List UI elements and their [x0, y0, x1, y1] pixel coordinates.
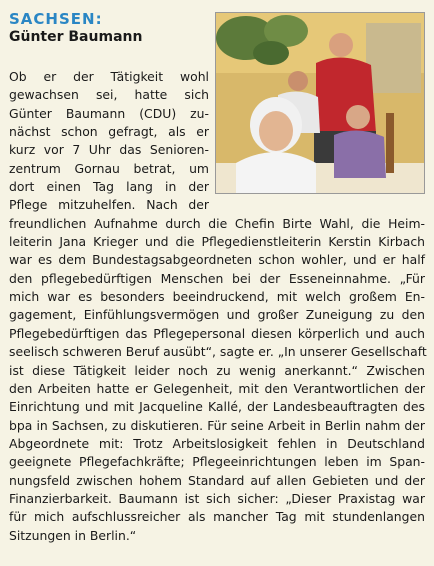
body-line: Finanzierbarkeit. Baumann ist sich sicher: „Dieser Praxistag war [9, 490, 425, 506]
body-line: gewachsen sei, hatte sich [9, 87, 209, 103]
body-line: den pflegebedürftigen Menschen bei der Esseneinnahme. „Für [9, 270, 425, 286]
body-line: gagement, Einfühlungsvermögen und großer Zuneigung zu den [9, 307, 425, 323]
body-line: Ob er der Tätigkeit wohl [9, 69, 209, 84]
body-line: Einrichtung und mit Jacqueline Kallé, der Landesbeauftragten des [9, 399, 425, 415]
body-line: den Arbeiten hatte er Gelegenheit, mit den Verantwortlichen der [9, 380, 425, 396]
body-line: Abgeordnete mit: Trotz Arbeitslosigkeit fehlen in Deutschland [9, 435, 425, 451]
body-line: Sitzungen in Berlin.“ [9, 527, 137, 543]
body-line: zentrum Gornau betrat, um [9, 160, 209, 176]
body-line: nächst schon gefragt, als er [9, 124, 209, 140]
body-line: nungsfeld zwischen hohem Standard auf allen Gebieten und der [9, 472, 425, 488]
body-line: ist diese Tätigkeit leider noch zu wenig anerkannt.“ Zwischen [9, 362, 425, 378]
person-name-heading: Günter Baumann [9, 29, 143, 45]
body-line: dort einen Tag lang in der [9, 179, 209, 195]
body-line: für mich aufschlussreicher als mancher Tag mit stundenlangen [9, 509, 425, 525]
body-line: war es dem Bundestagsabgeordneten schon wohler, und er half [9, 252, 425, 268]
body-line: Günter Baumann (CDU) zu- [9, 105, 209, 121]
body-line: bpa in Sachsen, zu diskutieren. Für seine Arbeit in Berlin nahm der [9, 417, 425, 433]
body-line: Pflegebedürftigen das Pflegepersonal diesen körperlich und auch [9, 325, 425, 341]
body-line: seelisch schweren Beruf ausübt“, sagte er. „In unserer Gesellschaft [9, 344, 427, 360]
body-line: kurz vor 7 Uhr das Senioren- [9, 142, 209, 158]
region-heading: SACHSEN: [9, 10, 103, 28]
body-line: mich war es besonders beeindruckend, mit welch großem En- [9, 289, 425, 305]
article-body [9, 68, 425, 545]
body-line: Pflege mitzuhelfen. Nach der [9, 197, 209, 213]
body-line: leiterin Jana Krieger und die Pflegedienstleiterin Kerstin Kirbach [9, 234, 425, 250]
body-line: freundlichen Aufnahme durch die Chefin Birte Wahl, die Heim- [9, 215, 425, 231]
body-line: geeignete Pflegefachkräfte; Pflegeeinrichtungen leben im Span- [9, 454, 425, 470]
